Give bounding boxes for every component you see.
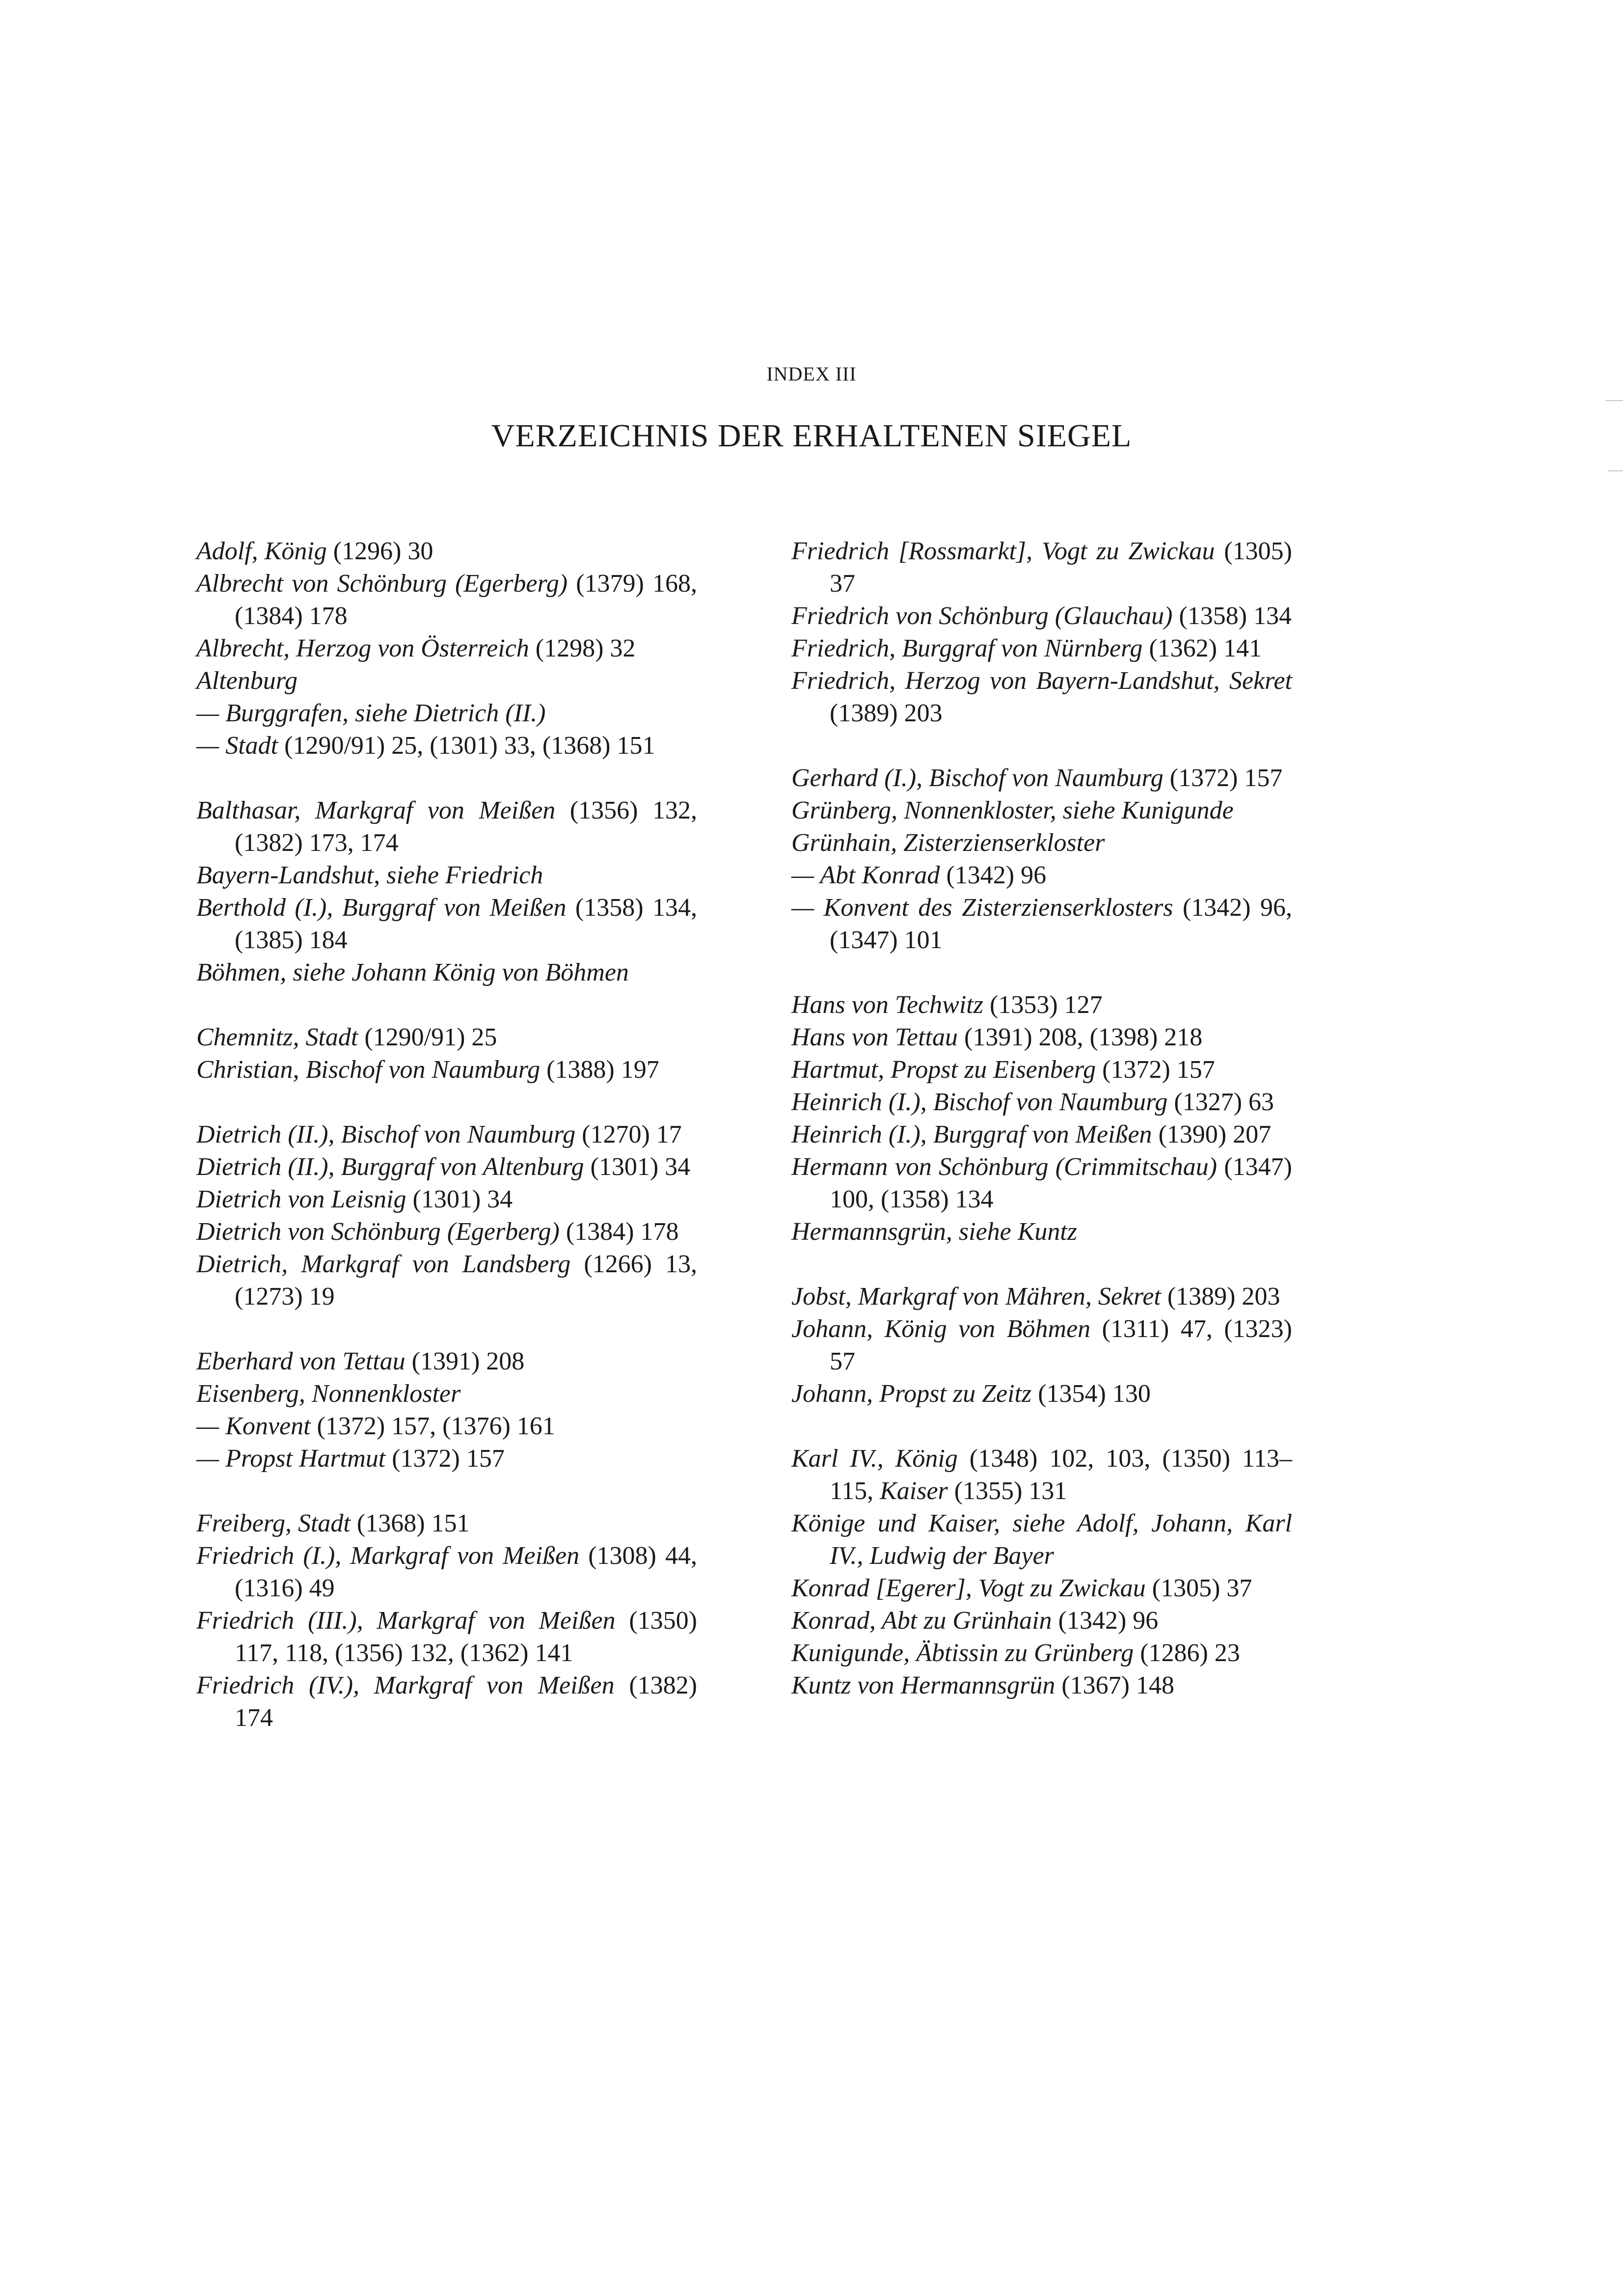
index-entry [791,892,1292,957]
entry-heading: Grünhain, Zisterzienserkloster [791,829,1105,857]
entry-references: (1305) 37 [1145,1574,1252,1602]
index-entry [196,892,697,957]
entry-references: (1347) 100, (1358) 134 [830,1153,1292,1213]
running-head: INDEX III [766,363,857,385]
entry-heading: Chemnitz, Stadt [196,1023,358,1051]
entry-heading: Friedrich [Rossmarkt], Vogt zu Zwickau [791,537,1215,565]
entry-heading: — Burggrafen, siehe Dietrich (II.) [196,699,546,727]
index-entry [791,535,1292,600]
entry-heading: Hermann von Schönburg (Crimmitschau) [791,1153,1217,1181]
index-entry [196,665,697,697]
entry-references: (1379) 168, (1384) 178 [235,570,697,630]
index-entry [196,632,697,665]
entry-heading: Gerhard (I.), Bischof von Naumburg [791,764,1163,792]
index-entry [196,697,697,730]
entry-references: (1308) 44, (1316) 49 [235,1542,697,1602]
index-letter-group [196,1021,697,1086]
entry-references: (1390) 207 [1152,1121,1271,1148]
entry-heading: Friedrich (IV.), Markgraf von Meißen [196,1671,615,1699]
index-entry [196,568,697,632]
entry-references: (1355) 131 [947,1477,1067,1505]
index-entry [791,1151,1292,1216]
index-entry [196,1183,697,1216]
entry-references: (1342) 96, (1347) 101 [830,894,1292,954]
index-entry [791,1313,1292,1378]
entry-heading: Friedrich, Herzog von Bayern-Landshut, Sekret [791,667,1292,695]
entry-heading: Johann, Propst zu Zeitz [791,1380,1032,1408]
index-entry [196,859,697,892]
entry-references: (1342) 96 [940,861,1047,889]
index-entry [791,794,1292,827]
entry-references: (1266) 13, (1273) 19 [235,1250,697,1311]
entry-heading: Konrad, Abt zu Grünhain [791,1607,1052,1635]
entry-heading: Heinrich (I.), Burggraf von Meißen [791,1121,1152,1148]
entry-heading: — Stadt [196,732,278,760]
index-letter-group [196,1345,697,1475]
entry-heading: Grünberg, Nonnenkloster, siehe Kunigunde [791,796,1234,824]
entry-heading: Albrecht, Herzog von Österreich [196,634,529,662]
entry-heading: Eisenberg, Nonnenkloster [196,1380,461,1408]
index-entry [791,1605,1292,1637]
index-entry [791,859,1292,892]
entry-heading: Johann, König von Böhmen [791,1315,1091,1343]
entry-references: (1372) 157 [385,1445,505,1473]
index-letter-group [196,1119,697,1313]
entry-references: (1290/91) 25, (1301) 33, (1368) 151 [278,732,655,760]
entry-heading: — Konvent des Zisterzienserklosters [791,894,1173,922]
index-entry [791,632,1292,665]
index-entry [791,762,1292,794]
index-entry [791,827,1292,859]
scan-edge-mark [1605,400,1623,401]
index-entry [196,1345,697,1378]
index-entry [196,1021,697,1054]
entry-references: (1311) 47, (1323) 57 [830,1315,1292,1375]
index-entry [791,1119,1292,1151]
index-entry [196,1669,697,1734]
index-entry [196,1443,697,1475]
entry-references: (1290/91) 25 [358,1023,497,1051]
index-entry [791,1378,1292,1410]
index-entry [791,1637,1292,1669]
entry-heading: Hans von Techwitz [791,991,983,1019]
index-entry [791,1281,1292,1313]
entry-references: (1389) 203 [830,699,943,727]
entry-references: (1356) 132, (1382) 173, 174 [235,796,697,857]
index-entry [791,1572,1292,1605]
index-entry [791,600,1292,632]
index-entry [791,1216,1292,1248]
index-letter-group [791,989,1292,1248]
entry-heading: Altenburg [196,667,298,695]
entry-heading: Könige und Kaiser, siehe Adolf, Johann, Karl IV., Ludwig der Bayer [791,1509,1292,1570]
entry-heading: — Konvent [196,1412,311,1440]
index-entry [196,794,697,859]
entry-references: (1305) 37 [830,537,1292,598]
entry-heading: Dietrich von Leisnig [196,1185,406,1213]
entry-heading: Eberhard von Tettau [196,1347,406,1375]
entry-heading: Hans von Tettau [791,1023,958,1051]
entry-heading: Christian, Bischof von Naumburg [196,1056,541,1084]
entry-references: (1350) 117, 118, (1356) 132, (1362) 141 [235,1607,697,1667]
entry-references: (1353) 127 [983,991,1103,1019]
entry-heading: Bayern-Landshut, siehe Friedrich [196,861,543,889]
index-entry [196,957,697,989]
entry-heading: — Abt Konrad [791,861,940,889]
scan-edge-mark [1608,470,1623,471]
entry-heading: Friedrich, Burggraf von Nürnberg [791,634,1143,662]
entry-references: (1286) 23 [1134,1639,1240,1667]
entry-references: (1384) 178 [559,1218,679,1246]
entry-references: (1367) 148 [1055,1671,1174,1699]
entry-references: (1358) 134 [1172,602,1292,630]
entry-references: (1296) 30 [326,537,433,565]
index-entry [791,1507,1292,1572]
page-title: VERZEICHNIS DER ERHALTENEN SIEGEL [491,418,1132,454]
entry-references: (1391) 208 [405,1347,525,1375]
entry-references: (1368) 151 [350,1509,470,1537]
entry-heading: Friedrich von Schönburg (Glauchau) [791,602,1173,630]
entry-heading: Kuntz von Hermannsgrün [791,1671,1055,1699]
entry-references: (1388) 197 [540,1056,659,1084]
entry-references: (1358) 134, (1385) 184 [235,894,697,954]
entry-references: (1354) 130 [1031,1380,1151,1408]
entry-heading: Balthasar, Markgraf von Meißen [196,796,556,824]
index-column-left [196,535,697,1734]
entry-references: (1327) 63 [1167,1088,1274,1116]
index-letter-group [196,794,697,989]
entry-references: (1301) 34 [584,1153,691,1181]
entry-heading: — Propst Hartmut [196,1445,386,1473]
entry-heading: Friedrich (I.), Markgraf von Meißen [196,1542,580,1570]
index-entry [196,1605,697,1669]
entry-references: (1348) 102, 103, (1350) 113–115, [830,1445,1292,1505]
index-entry [196,1410,697,1443]
entry-references: (1391) 208, (1398) 218 [958,1023,1203,1051]
entry-heading: Karl IV., König [791,1445,958,1473]
index-entry [196,535,697,568]
entry-heading: Heinrich (I.), Bischof von Naumburg [791,1088,1168,1116]
index-entry [196,1119,697,1151]
index-entry [196,1054,697,1086]
entry-references: (1298) 32 [529,634,636,662]
entry-heading: Dietrich, Markgraf von Landsberg [196,1250,571,1278]
index-letter-group [791,535,1292,730]
index-entry [196,1540,697,1605]
index-entry [196,1507,697,1540]
entry-references: (1270) 17 [575,1121,682,1148]
entry-references: (1389) 203 [1161,1283,1280,1311]
index-column-right [791,535,1292,1702]
index-entry [196,1248,697,1313]
index-entry [791,1021,1292,1054]
index-letter-group [196,1507,697,1734]
entry-heading: Freiberg, Stadt [196,1509,351,1537]
entry-heading: Böhmen, siehe Johann König von Böhmen [196,958,629,986]
entry-references: (1301) 34 [406,1185,513,1213]
index-letter-group [791,1443,1292,1702]
entry-heading: Friedrich (III.), Markgraf von Meißen [196,1607,616,1635]
entry-references: (1342) 96 [1052,1607,1159,1635]
index-letter-group [791,1281,1292,1410]
index-entry [196,1378,697,1410]
entry-heading: Dietrich (II.), Bischof von Naumburg [196,1121,576,1148]
index-entry [791,1443,1292,1507]
index-letter-group [196,535,697,762]
entry-heading: Hermannsgrün, siehe Kuntz [791,1218,1078,1246]
index-entry [791,665,1292,730]
entry-heading: Konrad [Egerer], Vogt zu Zwickau [791,1574,1146,1602]
index-letter-group [791,762,1292,957]
entry-heading: Hartmut, Propst zu Eisenberg [791,1056,1096,1084]
entry-heading: Dietrich von Schönburg (Egerberg) [196,1218,560,1246]
entry-references: (1372) 157, (1376) 161 [310,1412,555,1440]
entry-heading: Adolf, König [196,537,327,565]
entry-heading: Albrecht von Schönburg (Egerberg) [196,570,568,598]
entry-references: (1372) 157 [1096,1056,1215,1084]
index-entry [791,1086,1292,1119]
index-entry [196,730,697,762]
entry-heading: Jobst, Markgraf von Mähren, Sekret [791,1283,1161,1311]
index-entry [791,989,1292,1021]
index-entry [196,1216,697,1248]
entry-heading: Dietrich (II.), Burggraf von Altenburg [196,1153,584,1181]
entry-heading: Kunigunde, Äbtissin zu Grünberg [791,1639,1134,1667]
entry-references: (1372) 157 [1163,764,1283,792]
entry-references: (1382) 174 [235,1671,697,1732]
index-entry [791,1054,1292,1086]
index-entry [196,1151,697,1183]
entry-heading: Kaiser [880,1477,948,1505]
entry-references: (1362) 141 [1142,634,1262,662]
entry-heading: Berthold (I.), Burggraf von Meißen [196,894,567,922]
index-entry [791,1669,1292,1702]
